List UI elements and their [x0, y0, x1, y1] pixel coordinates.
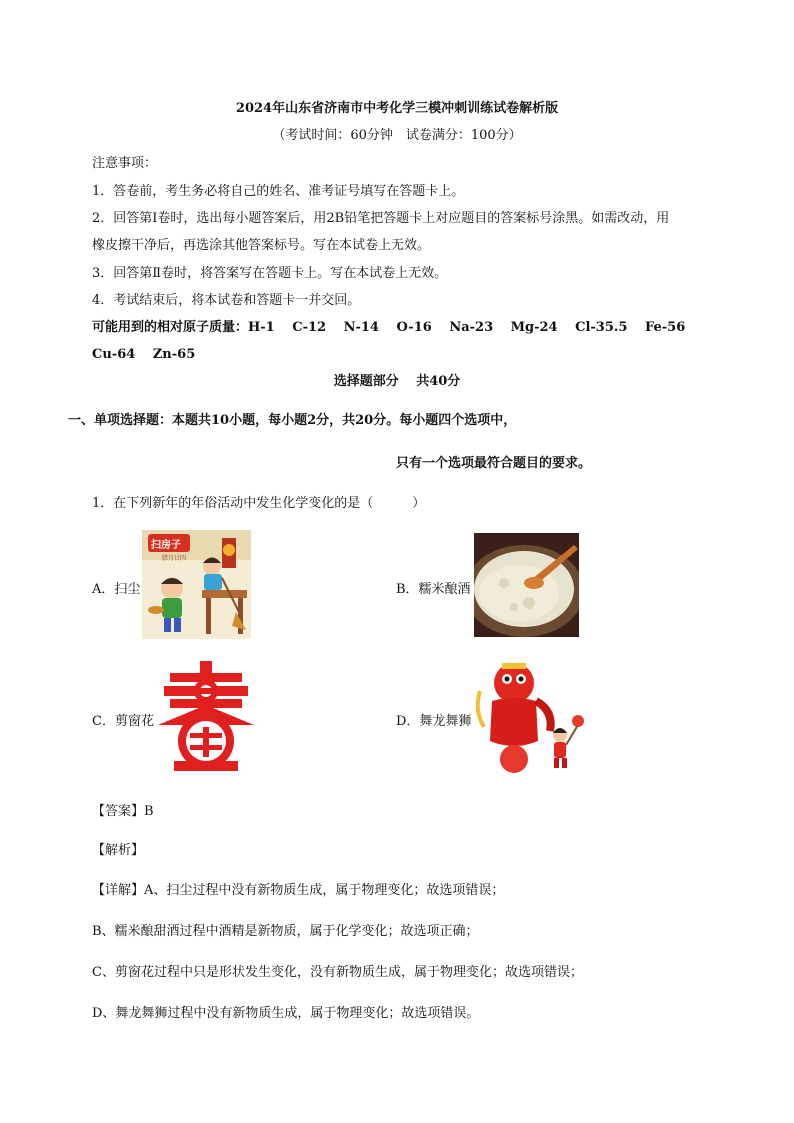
- rice-wine-picture: [474, 533, 579, 637]
- detail-a: 【详解】A、扫尘过程中没有新物质生成，属于物理变化；故选项错误；: [92, 883, 505, 898]
- detail-b: B、糯米酿甜酒过程中酒精是新物质，属于化学变化；故选项正确；: [92, 924, 479, 939]
- notice-3: 3．回答第Ⅱ卷时，将答案写在答题卡上。写在本试卷上无效。: [92, 266, 448, 281]
- atomic-mass-line-1: 可能用到的相对原子质量：H-1 C-12 N-14 O-16 Na-23 Mg-24 Cl-35.5 Fe-56: [92, 320, 686, 335]
- atomic-mass-line-2: Cu-64 Zn-65: [92, 347, 196, 362]
- section-title: 选择题部分 共40分: [333, 374, 461, 389]
- paper-cut-illustration: [156, 661, 256, 774]
- option-a-label: A．扫尘: [92, 582, 141, 597]
- part-one-heading: 一、单项选择题：本题共10小题，每小题2分，共20分。每小题四个选项中，: [68, 413, 517, 428]
- answer: 【答案】B: [92, 804, 154, 819]
- notice-2: 2．回答第Ⅰ卷时，选出每小题答案后，用2B铅笔把答题卡上对应题目的答案标号涂黑。如需改动，用: [92, 211, 670, 226]
- notice-1: 1．答卷前，考生务必将自己的姓名、准考证号填写在答题卡上。: [92, 184, 465, 199]
- question-1: 1．在下列新年的年俗活动中发生化学变化的是（ ）: [92, 496, 426, 511]
- option-b-label: B．糯米酿酒: [396, 582, 471, 597]
- notice-2-cont: 橡皮擦干净后，再选涂其他答案标号。写在本试卷上无效。: [92, 238, 431, 253]
- document-title: 2024年山东省济南市中考化学三模冲刺训练试卷解析版: [235, 101, 559, 116]
- detail-c: C、剪窗花过程中只是形状发生变化，没有新物质生成，属于物理变化；故选项错误；: [92, 965, 583, 980]
- lion-dance-picture: [474, 661, 586, 774]
- notice-heading: 注意事项：: [92, 156, 158, 171]
- sweep-banner-text: 扫房子: [151, 540, 181, 551]
- notice-4: 4．考试结束后，将本试卷和答题卡一并交回。: [92, 293, 361, 308]
- paper-cut-picture: [156, 661, 256, 774]
- analysis-heading: 【解析】: [92, 843, 145, 858]
- lion-dance-illustration: [474, 661, 586, 774]
- sweeping-picture: [142, 530, 251, 639]
- part-one-heading-cont: 只有一个选项最符合题目的要求。: [396, 456, 592, 471]
- option-d-label: D．舞龙舞狮: [396, 714, 472, 729]
- sweep-banner-subtext: 腊月廿四: [162, 555, 187, 562]
- exam-info: （考试时间：60分钟 试卷满分：100分）: [272, 128, 522, 143]
- rice-wine-illustration: [474, 533, 579, 637]
- option-c-label: C．剪窗花: [92, 714, 154, 729]
- detail-d: D、舞龙舞狮过程中没有新物质生成，属于物理变化；故选项错误。: [92, 1006, 480, 1021]
